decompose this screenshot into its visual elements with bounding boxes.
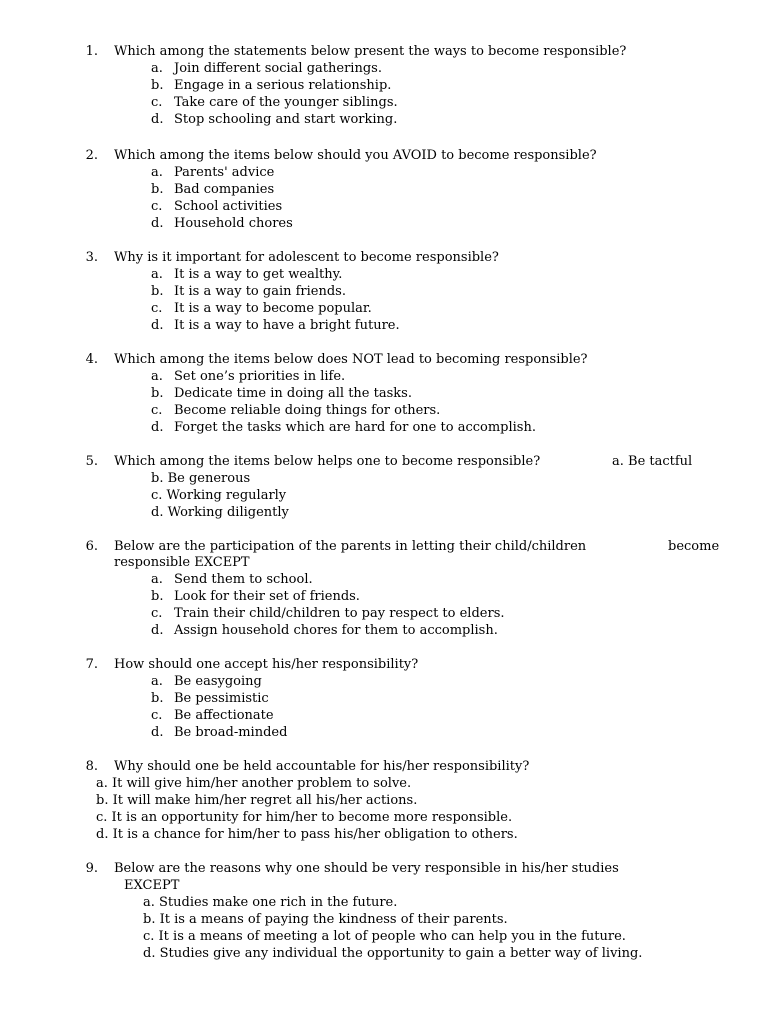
option-text: Join different social gatherings.	[174, 61, 382, 76]
option-text: d. Working diligently	[151, 505, 289, 520]
option-text: b. It is a means of paying the kindness of their parents.	[143, 912, 508, 927]
option-letter: d.	[151, 112, 164, 127]
option-letter: a.	[151, 572, 163, 587]
option-letter: c.	[151, 606, 163, 621]
option-text: Look for their set of friends.	[174, 589, 360, 604]
option-text: It is a way to have a bright future.	[174, 318, 400, 333]
option-text: b. It will make him/her regret all his/her actions.	[96, 793, 418, 808]
question-number: 9.	[85, 861, 98, 876]
question-number: 2.	[85, 148, 98, 163]
question-text: Which among the statements below present the ways to become responsible?	[114, 44, 627, 59]
option-text: Dedicate time in doing all the tasks.	[174, 386, 412, 401]
option-letter: a.	[151, 165, 163, 180]
option-text: Engage in a serious relationship.	[174, 78, 392, 93]
option-text: b. Be generous	[151, 471, 251, 486]
option-letter: c.	[151, 301, 163, 316]
option-letter: d.	[151, 420, 164, 435]
option-text: Take care of the younger siblings.	[174, 95, 398, 110]
option-letter: d.	[151, 216, 164, 231]
option-text: It is a way to get wealthy.	[174, 267, 343, 282]
option-text: Be broad-minded	[174, 725, 288, 740]
question-text: Below are the reasons why one should be very responsible in his/her studies	[114, 861, 619, 876]
option-text: School activities	[174, 199, 283, 214]
option-text: Be easygoing	[174, 674, 262, 689]
option-letter: d.	[151, 725, 164, 740]
option-text: a. Be tactful	[612, 454, 693, 469]
option-letter: c.	[151, 403, 163, 418]
option-text: a. It will give him/her another problem to solve.	[96, 776, 412, 791]
option-text: Bad companies	[174, 182, 275, 197]
question-text: Why should one be held accountable for his/her responsibility?	[114, 759, 530, 774]
question-number: 5.	[85, 454, 98, 469]
question-number: 4.	[85, 352, 98, 367]
option-letter: b.	[151, 182, 164, 197]
option-letter: a.	[151, 267, 163, 282]
option-text: Household chores	[174, 216, 293, 231]
option-text: Be affectionate	[174, 708, 274, 723]
option-text: d. It is a chance for him/her to pass his/her obligation to others.	[96, 827, 518, 842]
option-letter: c.	[151, 708, 163, 723]
option-letter: c.	[151, 199, 163, 214]
question-number: 1.	[85, 44, 98, 59]
question-text: Which among the items below should you AVOID to become responsible?	[114, 148, 597, 163]
option-letter: c.	[151, 95, 163, 110]
option-text: Send them to school.	[174, 572, 313, 587]
option-letter: a.	[151, 369, 163, 384]
option-letter: d.	[151, 318, 164, 333]
option-text: Forget the tasks which are hard for one to accomplish.	[174, 420, 536, 435]
question-number: 3.	[85, 250, 98, 265]
question-number: 8.	[85, 759, 98, 774]
option-letter: b.	[151, 284, 164, 299]
option-text: Parents' advice	[174, 165, 275, 180]
option-text: c. Working regularly	[151, 488, 287, 503]
question-text: Below are the participation of the parents in letting their child/children	[114, 539, 587, 554]
question-text-continued: EXCEPT	[124, 878, 180, 893]
option-letter: d.	[151, 623, 164, 638]
option-letter: a.	[151, 674, 163, 689]
question-text: How should one accept his/her responsibility?	[114, 657, 419, 672]
option-text: Become reliable doing things for others.	[174, 403, 441, 418]
option-text: It is a way to gain friends.	[174, 284, 346, 299]
option-text: Be pessimistic	[174, 691, 269, 706]
option-letter: b.	[151, 386, 164, 401]
question-text-tail: become	[668, 539, 720, 554]
option-text: c. It is an opportunity for him/her to become more responsible.	[96, 810, 513, 825]
option-text: Set one’s priorities in life.	[174, 369, 346, 384]
question-text: Which among the items below helps one to become responsible?	[114, 454, 541, 469]
option-text: Assign household chores for them to accomplish.	[174, 623, 498, 638]
question-number: 7.	[85, 657, 98, 672]
option-text: Stop schooling and start working.	[174, 112, 398, 127]
question-text: Why is it important for adolescent to become responsible?	[114, 250, 499, 265]
option-letter: b.	[151, 691, 164, 706]
option-text: Train their child/children to pay respect to elders.	[174, 606, 505, 621]
option-text: d. Studies give any individual the opportunity to gain a better way of living.	[143, 946, 643, 961]
option-text: It is a way to become popular.	[174, 301, 372, 316]
question-number: 6.	[85, 539, 98, 554]
question-text-continued: responsible EXCEPT	[114, 555, 250, 570]
option-text: a. Studies make one rich in the future.	[143, 895, 398, 910]
option-letter: a.	[151, 61, 163, 76]
question-text: Which among the items below does NOT lead to becoming responsible?	[114, 352, 588, 367]
option-text: c. It is a means of meeting a lot of people who can help you in the future.	[143, 929, 626, 944]
option-letter: b.	[151, 589, 164, 604]
option-letter: b.	[151, 78, 164, 93]
